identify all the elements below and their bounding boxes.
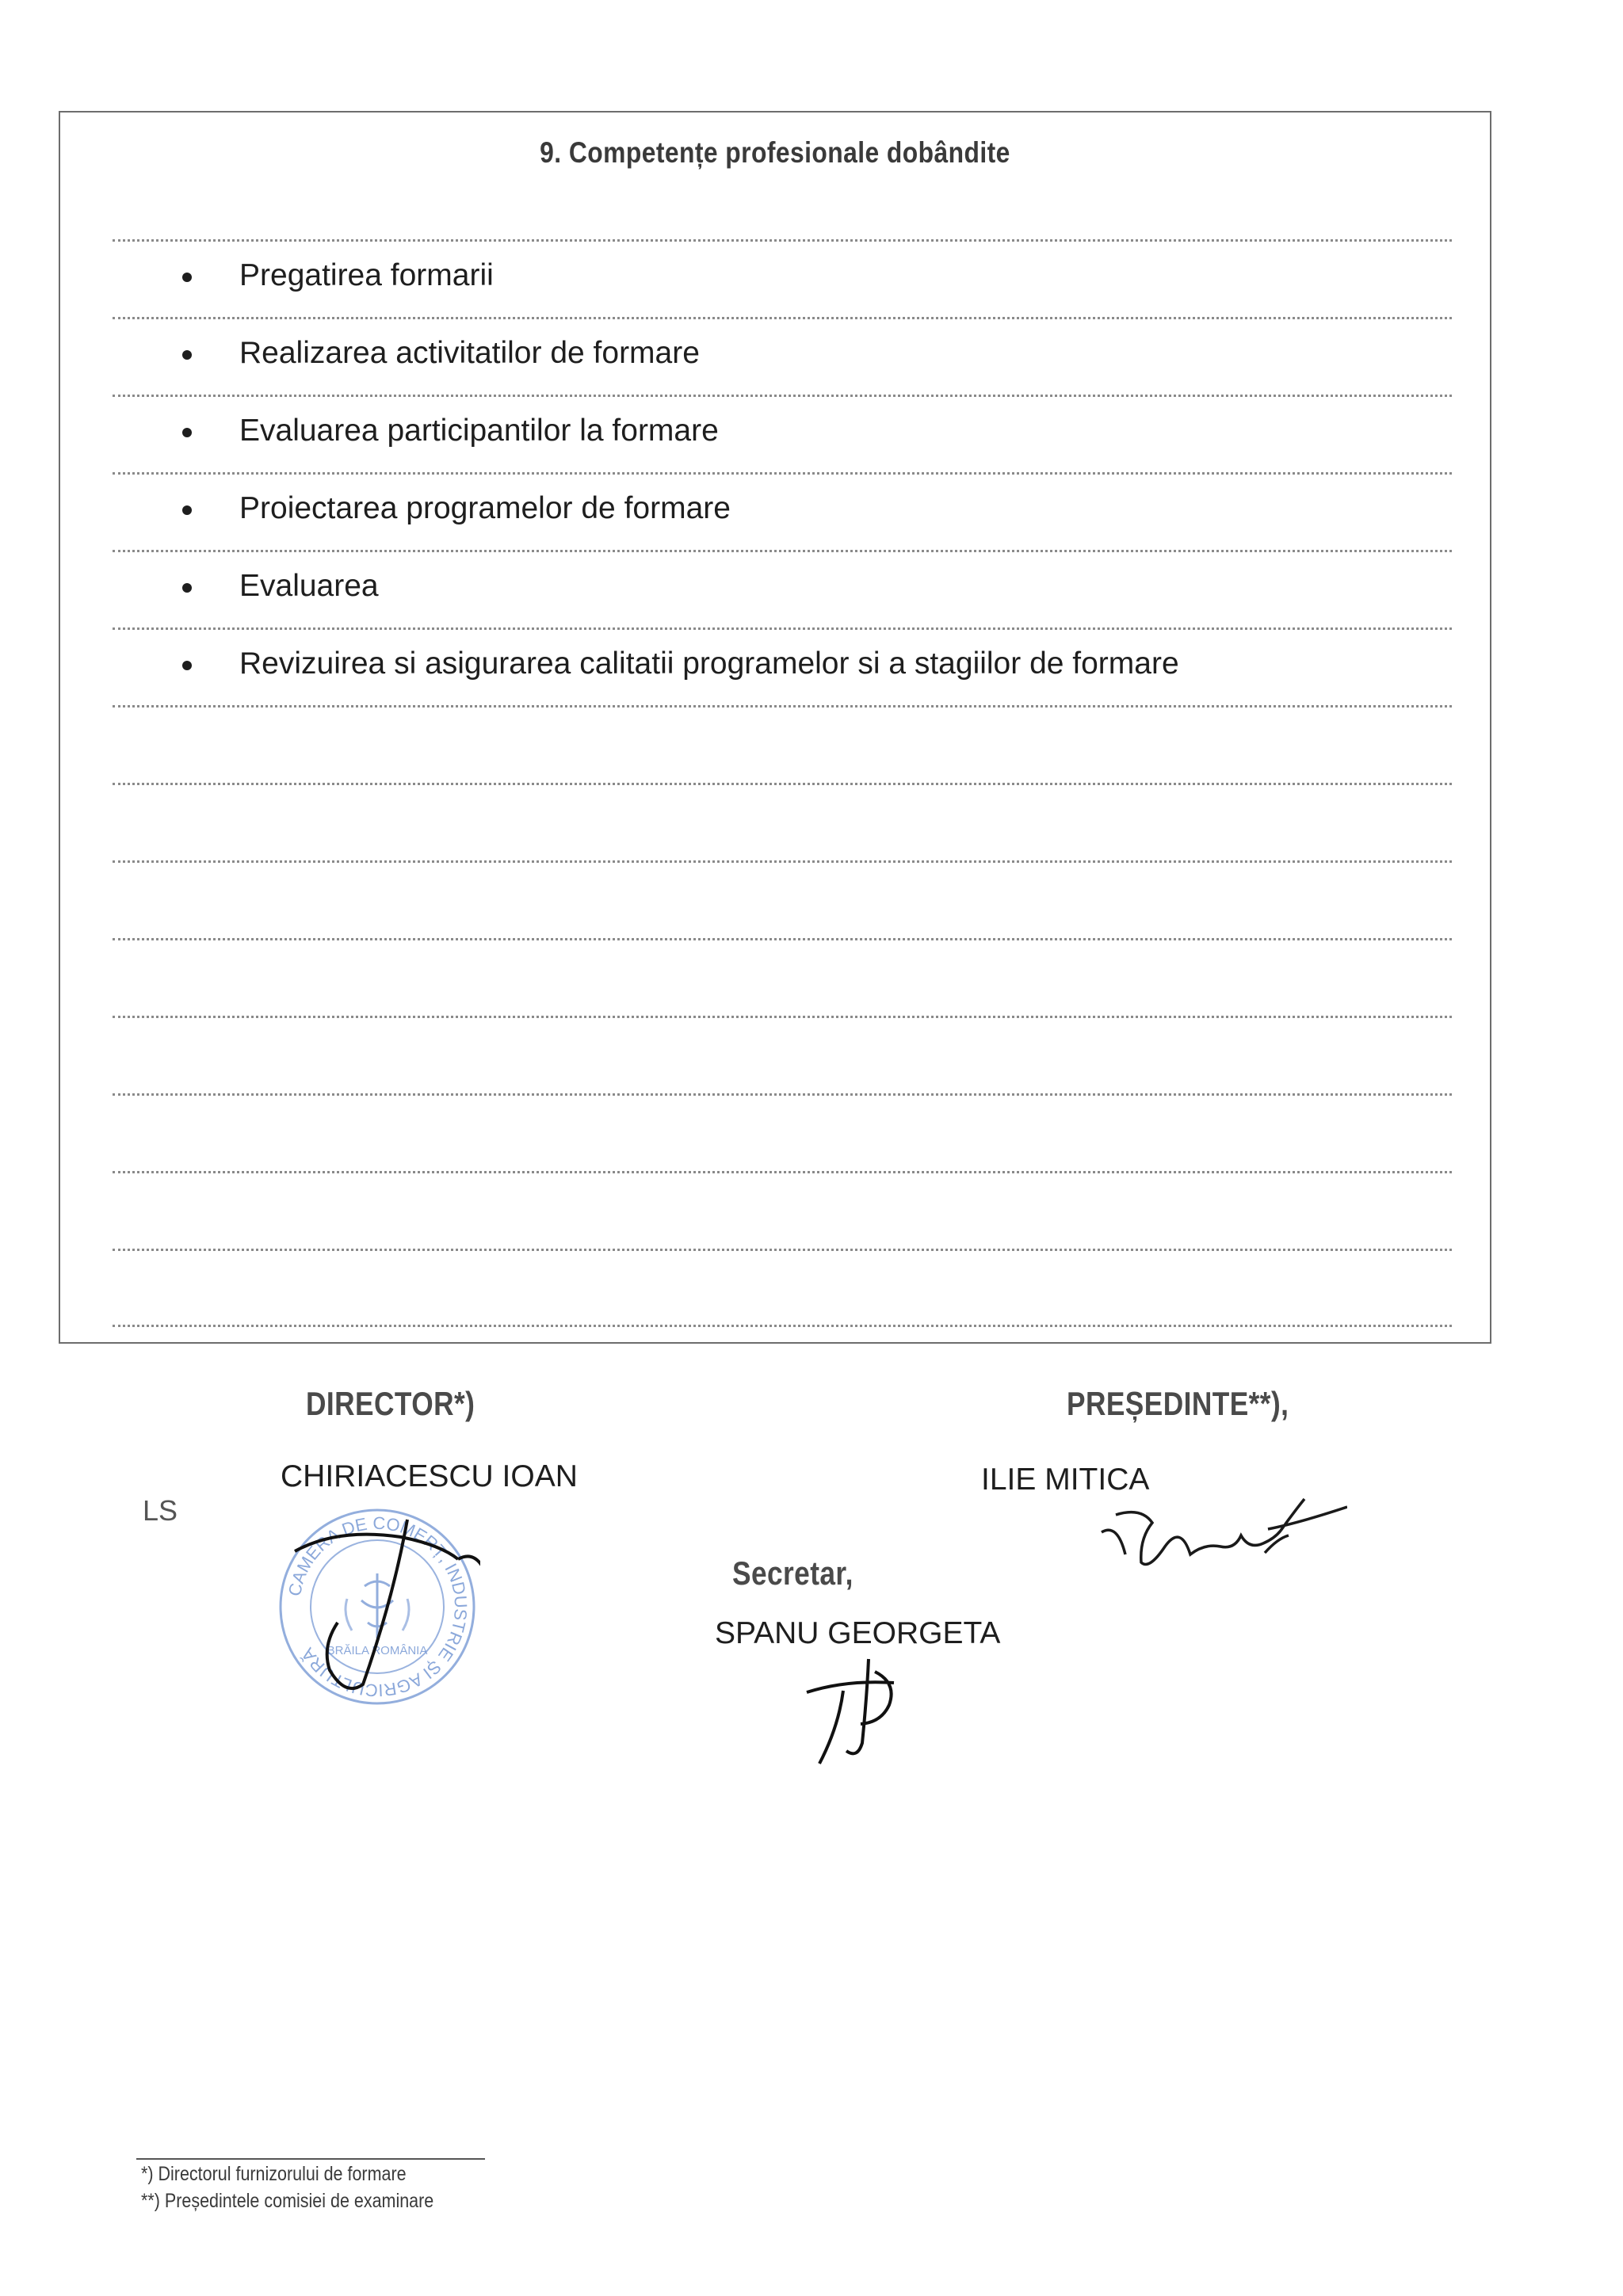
svg-text:CAMERA DE COMERȚ, INDUSTRIE ȘI: CAMERA DE COMERȚ, INDUSTRIE ȘI AGRICULTURĂ bbox=[284, 1512, 472, 1701]
dotted-line bbox=[113, 472, 1452, 475]
footnote-rule bbox=[136, 2158, 485, 2160]
bullet-icon bbox=[182, 428, 192, 437]
competence-item: Evaluarea bbox=[239, 569, 379, 608]
bullet-icon bbox=[182, 661, 192, 670]
competences-box bbox=[59, 111, 1491, 1344]
secretary-name: SPANU GEORGETA bbox=[715, 1616, 1001, 1650]
footnote-director: *) Directorul furnizorului de formare bbox=[141, 2163, 407, 2185]
competence-item: Realizarea activitatilor de formare bbox=[239, 336, 700, 376]
dotted-line bbox=[113, 860, 1452, 863]
dotted-line bbox=[113, 395, 1452, 397]
dotted-line bbox=[113, 1171, 1452, 1173]
bullet-icon bbox=[182, 505, 192, 515]
ls-mark: LS bbox=[143, 1494, 178, 1527]
stamp-seal-icon bbox=[274, 1504, 480, 1710]
competence-item: Proiectarea programelor de formare bbox=[239, 491, 731, 531]
dotted-line bbox=[113, 1325, 1452, 1327]
dotted-line bbox=[113, 239, 1452, 242]
competence-item: Evaluarea participantilor la formare bbox=[239, 414, 719, 453]
bullet-icon bbox=[182, 350, 192, 360]
competence-item: Pregatirea formarii bbox=[239, 258, 494, 298]
dotted-line bbox=[113, 1016, 1452, 1018]
footnote-president: **) Președintele comisiei de examinare bbox=[141, 2190, 434, 2212]
competence-item: Revizuirea si asigurarea calitatii programelor si a stagiilor de formare bbox=[239, 646, 1179, 686]
dotted-line bbox=[113, 317, 1452, 319]
president-label: PREȘEDINTE**), bbox=[1067, 1385, 1289, 1422]
secretary-label: Secretar, bbox=[732, 1554, 854, 1592]
dotted-line bbox=[113, 1249, 1452, 1251]
president-signature-icon bbox=[1094, 1483, 1347, 1578]
dotted-line bbox=[113, 783, 1452, 785]
dotted-line bbox=[113, 627, 1452, 630]
director-name: CHIRIACESCU IOAN bbox=[281, 1459, 578, 1493]
secretary-signature-icon bbox=[799, 1648, 926, 1767]
dotted-line bbox=[113, 705, 1452, 707]
director-label: DIRECTOR*) bbox=[306, 1385, 475, 1422]
svg-text:BRĂILA ROMÂNIA: BRĂILA ROMÂNIA bbox=[327, 1644, 428, 1657]
dotted-line bbox=[113, 550, 1452, 552]
dotted-line bbox=[113, 938, 1452, 940]
bullet-icon bbox=[182, 273, 192, 282]
bullet-icon bbox=[182, 583, 192, 593]
section-title: 9. Competențe profesionale dobândite bbox=[540, 136, 1010, 169]
president-name: ILIE MITICA bbox=[981, 1463, 1150, 1497]
dotted-line bbox=[113, 1093, 1452, 1096]
